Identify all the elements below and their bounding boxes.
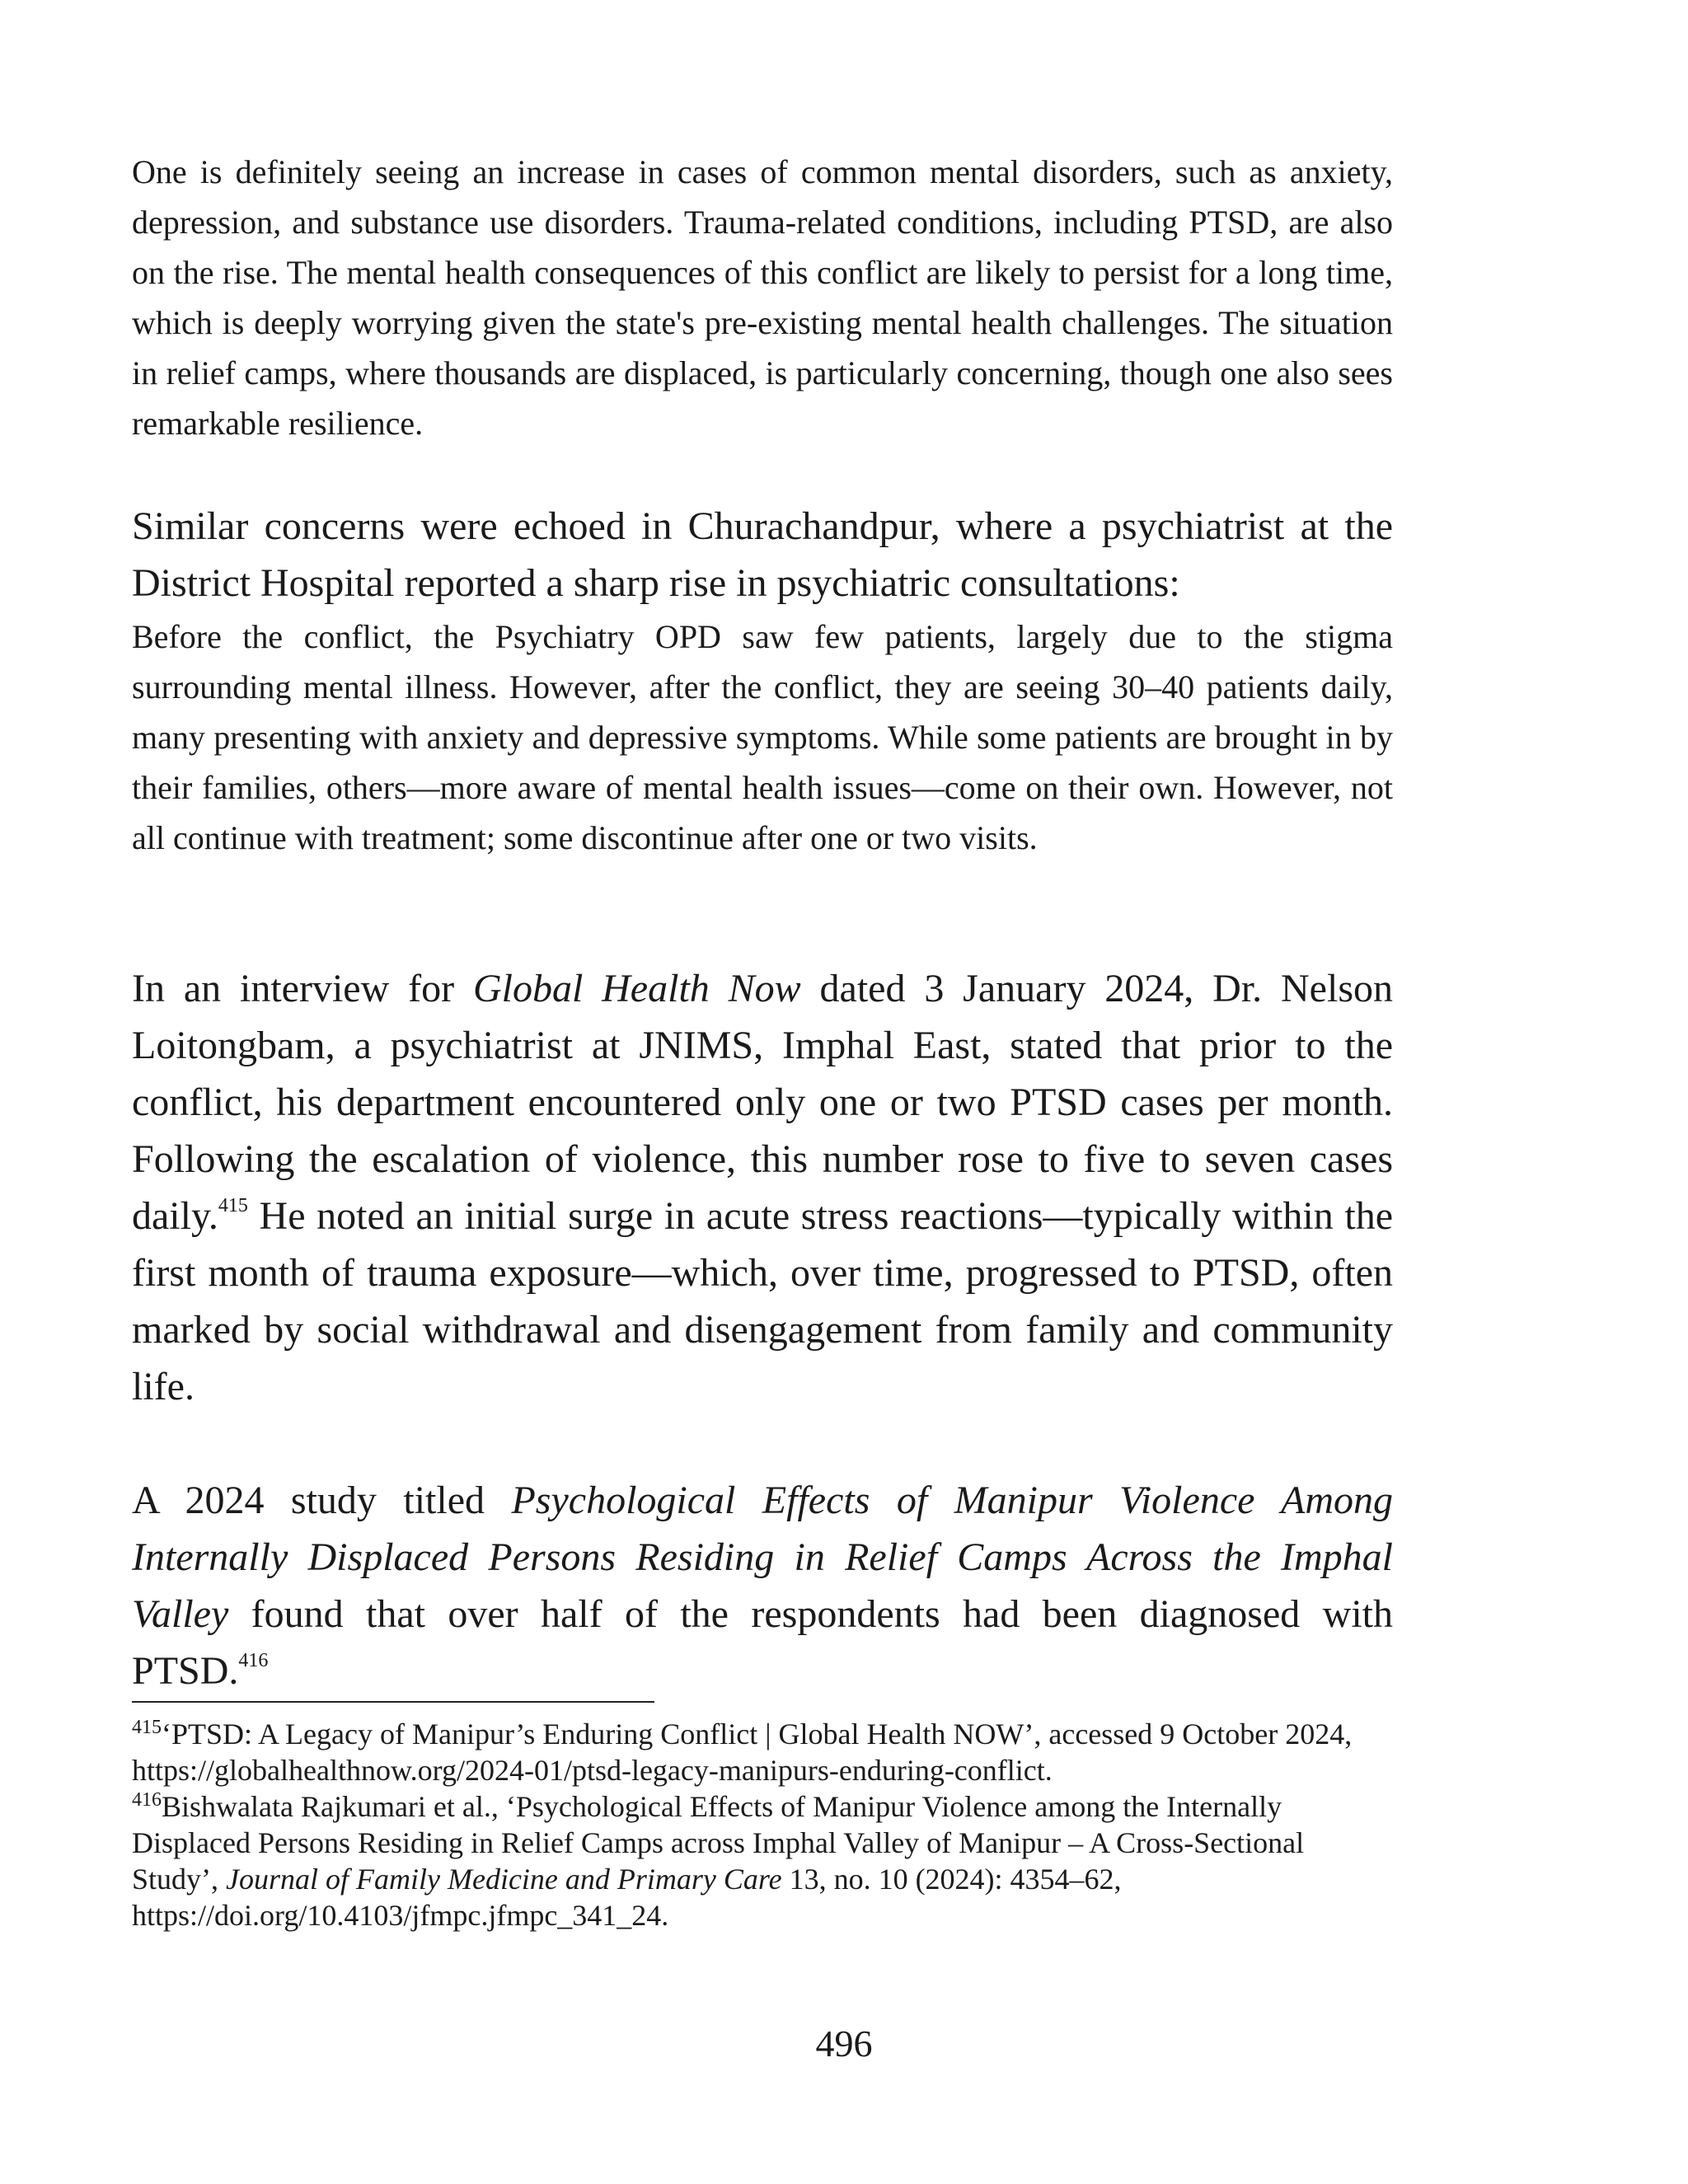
quote-paragraph-2 bbox=[132, 612, 1393, 863]
footnote-divider bbox=[132, 1701, 654, 1703]
paragraph-4-lead: A 2024 study titled bbox=[132, 1479, 512, 1522]
footnote-415 bbox=[132, 1716, 1393, 1788]
footnote-ref-416[interactable]: 416 bbox=[238, 1650, 269, 1671]
footnote-number: 415 bbox=[132, 1717, 162, 1738]
quote-1-text: One is definitely seeing an increase in cases of common mental disorders, such as anxiety, depression, and substance use disorders. Trauma-related conditions, including PTSD, are also on the rise. The mental health consequences of this conflict are likely to persist for a long time, which is deeply worrying given the state's pre-existing mental health challenges. The situation in relief camps, where thousands are displaced, is particularly concerning, though one also sees remarkable resilience. bbox=[132, 153, 1393, 442]
footnote-text-after: 13, no. 10 (2024): 4354–62, https://doi.org/10.4103/jfmpc.jfmpc_341_24. bbox=[132, 1863, 1122, 1932]
paragraph-2 bbox=[132, 498, 1393, 863]
footnote-journal-title: Journal of Family Medicine and Primary Care bbox=[226, 1863, 782, 1896]
paragraph-3-text-2: He noted an initial surge in acute stress reactions—typically within the first month of trauma exposure—which, over time, progressed to PTSD, often marked by social withdrawal and disengagement from family and community life. bbox=[132, 1194, 1393, 1408]
paragraph-4-text: found that over half of the respondents had been diagnosed with PTSD. bbox=[132, 1592, 1393, 1693]
paragraph-4 bbox=[132, 1472, 1393, 1699]
paragraph-3-source-title: Global Health Now bbox=[472, 967, 801, 1010]
quote-paragraph-1 bbox=[132, 147, 1393, 448]
footnote-text: ‘PTSD: A Legacy of Manipur’s Enduring Conflict | Global Health NOW’, accessed 9 October 2024, https://globalhealthnow.org/2024-01/ptsd-legacy-manipurs-enduring-conflict. bbox=[132, 1718, 1353, 1787]
quote-2-text: Before the conflict, the Psychiatry OPD saw few patients, largely due to the stigma surrounding mental illness. However, after the conflict, they are seeing 30–40 patients daily, many presenting with anxiety and depressive symptoms. While some patients are brought in by their families, others—more aware of mental health issues—come on their own. However, not all continue with treatment; some discontinue after one or two visits. bbox=[132, 618, 1393, 856]
paragraph-3-text-1: dated 3 January 2024, Dr. Nelson Loitongbam, a psychiatrist at JNIMS, Imphal East, stated that prior to the conflict, his department encountered only one or two PTSD cases per month. Following the escalation of violence, this number rose to five to seven cases daily. bbox=[132, 967, 1394, 1238]
footnote-ref-415[interactable]: 415 bbox=[218, 1195, 248, 1216]
paragraph-4-study-title: Psychological Effects of Manipur Violence Among Internally Displaced Persons Residing in Relief Camps Across the Imphal Valley bbox=[132, 1479, 1393, 1636]
paragraph-3-lead: In an interview for bbox=[132, 967, 473, 1010]
footnote-416 bbox=[132, 1788, 1393, 1933]
footnote-text-before: Bishwalata Rajkumari et al., ‘Psychological Effects of Manipur Violence among the Internally Displaced Persons Residing in Relief Camps across Imphal Valley of Manipur – A Cross-Sectional Study’, bbox=[132, 1790, 1305, 1896]
footnotes bbox=[132, 1716, 1393, 1933]
paragraph-3 bbox=[132, 960, 1393, 1415]
paragraph-2-intro: Similar concerns were echoed in Churachandpur, where a psychiatrist at the District Hospital reported a sharp rise in psychiatric consultations: bbox=[132, 504, 1393, 605]
footnote-number: 416 bbox=[132, 1789, 162, 1811]
page-number: 496 bbox=[815, 2022, 873, 2064]
